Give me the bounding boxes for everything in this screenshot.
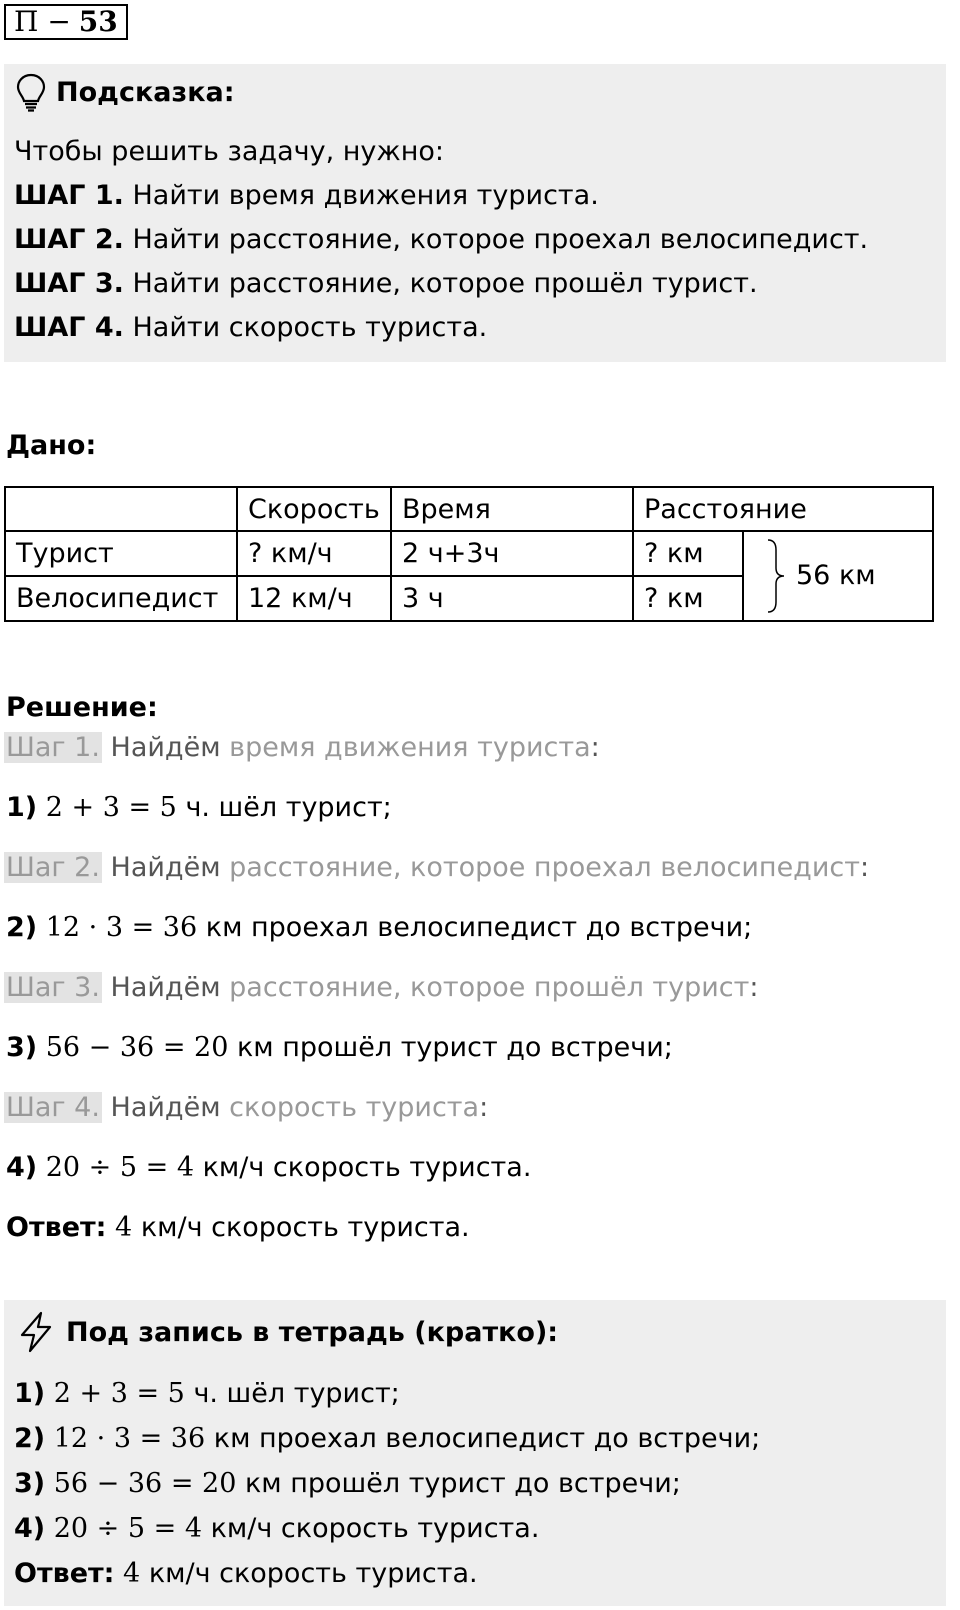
math-expression: 56 − 36 = 20	[45, 1032, 229, 1063]
math-expression: 20 ÷ 5 = 4	[45, 1152, 195, 1183]
hint-step-1	[14, 180, 599, 211]
table-cell: 3 ч	[391, 576, 633, 621]
answer-text: км/ч скорость туриста.	[132, 1212, 470, 1243]
line-text: км проехал велосипедист до встречи;	[197, 912, 753, 943]
answer-text: км/ч скорость туриста.	[140, 1558, 478, 1589]
table-header-cell: Время	[391, 487, 633, 531]
step-topic: расстояние, которое проехал велосипедист	[229, 852, 860, 883]
line-number: 2)	[6, 912, 38, 943]
notes-line	[14, 1468, 681, 1499]
line-text: ч. шёл турист;	[184, 1378, 400, 1409]
answer-label: Ответ:	[14, 1558, 115, 1589]
hint-intro: Чтобы решить задачу, нужно:	[14, 136, 444, 167]
hint-step-label: ШАГ 4.	[14, 312, 124, 343]
task-prefix: П −	[14, 5, 71, 38]
lightning-icon	[16, 1311, 58, 1353]
math-expression: 2 + 3 = 5	[53, 1378, 185, 1409]
answer-value: 4	[115, 1212, 133, 1243]
lightbulb-icon	[14, 72, 50, 112]
hint-step-3	[14, 268, 758, 299]
solution-step-heading	[4, 852, 869, 883]
math-expression: 20 ÷ 5 = 4	[53, 1513, 203, 1544]
line-number: 3)	[6, 1032, 38, 1063]
notes-answer-line	[14, 1558, 478, 1589]
math-expression: 12 · 3 = 36	[53, 1423, 206, 1454]
task-number: 53	[78, 5, 118, 38]
brace-icon	[766, 538, 786, 614]
notes-box	[4, 1300, 946, 1606]
step-colon: :	[749, 972, 759, 1003]
line-number: 4)	[6, 1152, 38, 1183]
hint-step-4	[14, 312, 487, 343]
solution-line	[6, 792, 392, 823]
step-tag: Шаг 2.	[6, 852, 100, 883]
task-number-badge	[4, 4, 128, 40]
solution-step-heading	[4, 972, 758, 1003]
notes-line	[14, 1423, 760, 1454]
step-verb: Найдём	[101, 1092, 230, 1123]
line-text: ч. шёл турист;	[176, 792, 392, 823]
table-cell: Турист	[5, 531, 237, 576]
given-title: Дано:	[6, 430, 97, 461]
step-tag: Шаг 3.	[6, 972, 100, 1003]
hint-step-text: Найти скорость туриста.	[123, 312, 488, 343]
table-header-cell: Расстояние	[633, 487, 933, 531]
step-verb: Найдём	[101, 852, 230, 883]
step-colon: :	[590, 732, 600, 763]
solution-line	[6, 1032, 673, 1063]
line-number: 1)	[6, 792, 38, 823]
hint-step-label: ШАГ 1.	[14, 180, 124, 211]
total-distance: 56 км	[796, 560, 876, 591]
table-header-cell: Скорость	[237, 487, 391, 531]
line-text: км проехал велосипедист до встречи;	[205, 1423, 761, 1454]
hint-step-text: Найти время движения туриста.	[123, 180, 599, 211]
line-number: 1)	[14, 1378, 46, 1409]
table-cell: ? км	[633, 576, 743, 621]
table-header-row	[5, 487, 933, 531]
notes-title	[16, 1310, 558, 1354]
step-colon: :	[859, 852, 870, 883]
step-topic: время движения туриста	[229, 732, 591, 763]
table-cell: Велосипедист	[5, 576, 237, 621]
answer-label: Ответ:	[6, 1212, 107, 1243]
step-topic: скорость туриста	[229, 1092, 480, 1123]
solution-step-heading	[4, 732, 600, 763]
hint-step-2	[14, 224, 868, 255]
step-colon: :	[479, 1092, 489, 1123]
solution-step-heading	[4, 1092, 488, 1123]
line-number: 2)	[14, 1423, 46, 1454]
notes-line	[14, 1513, 539, 1544]
line-number: 4)	[14, 1513, 46, 1544]
step-topic: расстояние, которое прошёл турист	[229, 972, 750, 1003]
hint-step-text: Найти расстояние, которое прошёл турист.	[123, 268, 758, 299]
math-expression: 12 · 3 = 36	[45, 912, 198, 943]
answer-line	[6, 1212, 470, 1243]
line-text: км прошёл турист до встречи;	[236, 1468, 681, 1499]
solution-line	[6, 912, 752, 943]
answer-value: 4	[123, 1558, 141, 1589]
line-number: 3)	[14, 1468, 46, 1499]
hint-step-text: Найти расстояние, которое проехал велосипедист.	[123, 224, 869, 255]
hint-title	[14, 72, 235, 112]
step-tag: Шаг 1.	[6, 732, 100, 763]
table-cell: ? км	[633, 531, 743, 576]
solution-line	[6, 1152, 531, 1183]
notes-line	[14, 1378, 400, 1409]
given-table	[4, 486, 934, 622]
notes-title-text: Под запись в тетрадь (кратко):	[66, 1316, 559, 1348]
step-tag: Шаг 4.	[6, 1092, 100, 1123]
math-expression: 2 + 3 = 5	[45, 792, 177, 823]
table-cell: 2 ч+3ч	[391, 531, 633, 576]
solution-title: Решение:	[6, 692, 158, 723]
math-expression: 56 − 36 = 20	[53, 1468, 237, 1499]
table-cell: 12 км/ч	[237, 576, 391, 621]
line-text: км/ч скорость туриста.	[194, 1152, 532, 1183]
hint-box	[4, 64, 946, 362]
line-text: км/ч скорость туриста.	[202, 1513, 540, 1544]
table-header-cell	[5, 487, 237, 531]
table-cell: ? км/ч	[237, 531, 391, 576]
line-text: км прошёл турист до встречи;	[228, 1032, 673, 1063]
hint-title-text: Подсказка:	[56, 76, 235, 108]
hint-step-label: ШАГ 3.	[14, 268, 124, 299]
total-distance-cell	[743, 531, 933, 621]
step-verb: Найдём	[101, 972, 230, 1003]
table-row	[5, 531, 933, 576]
hint-step-label: ШАГ 2.	[14, 224, 124, 255]
step-verb: Найдём	[101, 732, 230, 763]
